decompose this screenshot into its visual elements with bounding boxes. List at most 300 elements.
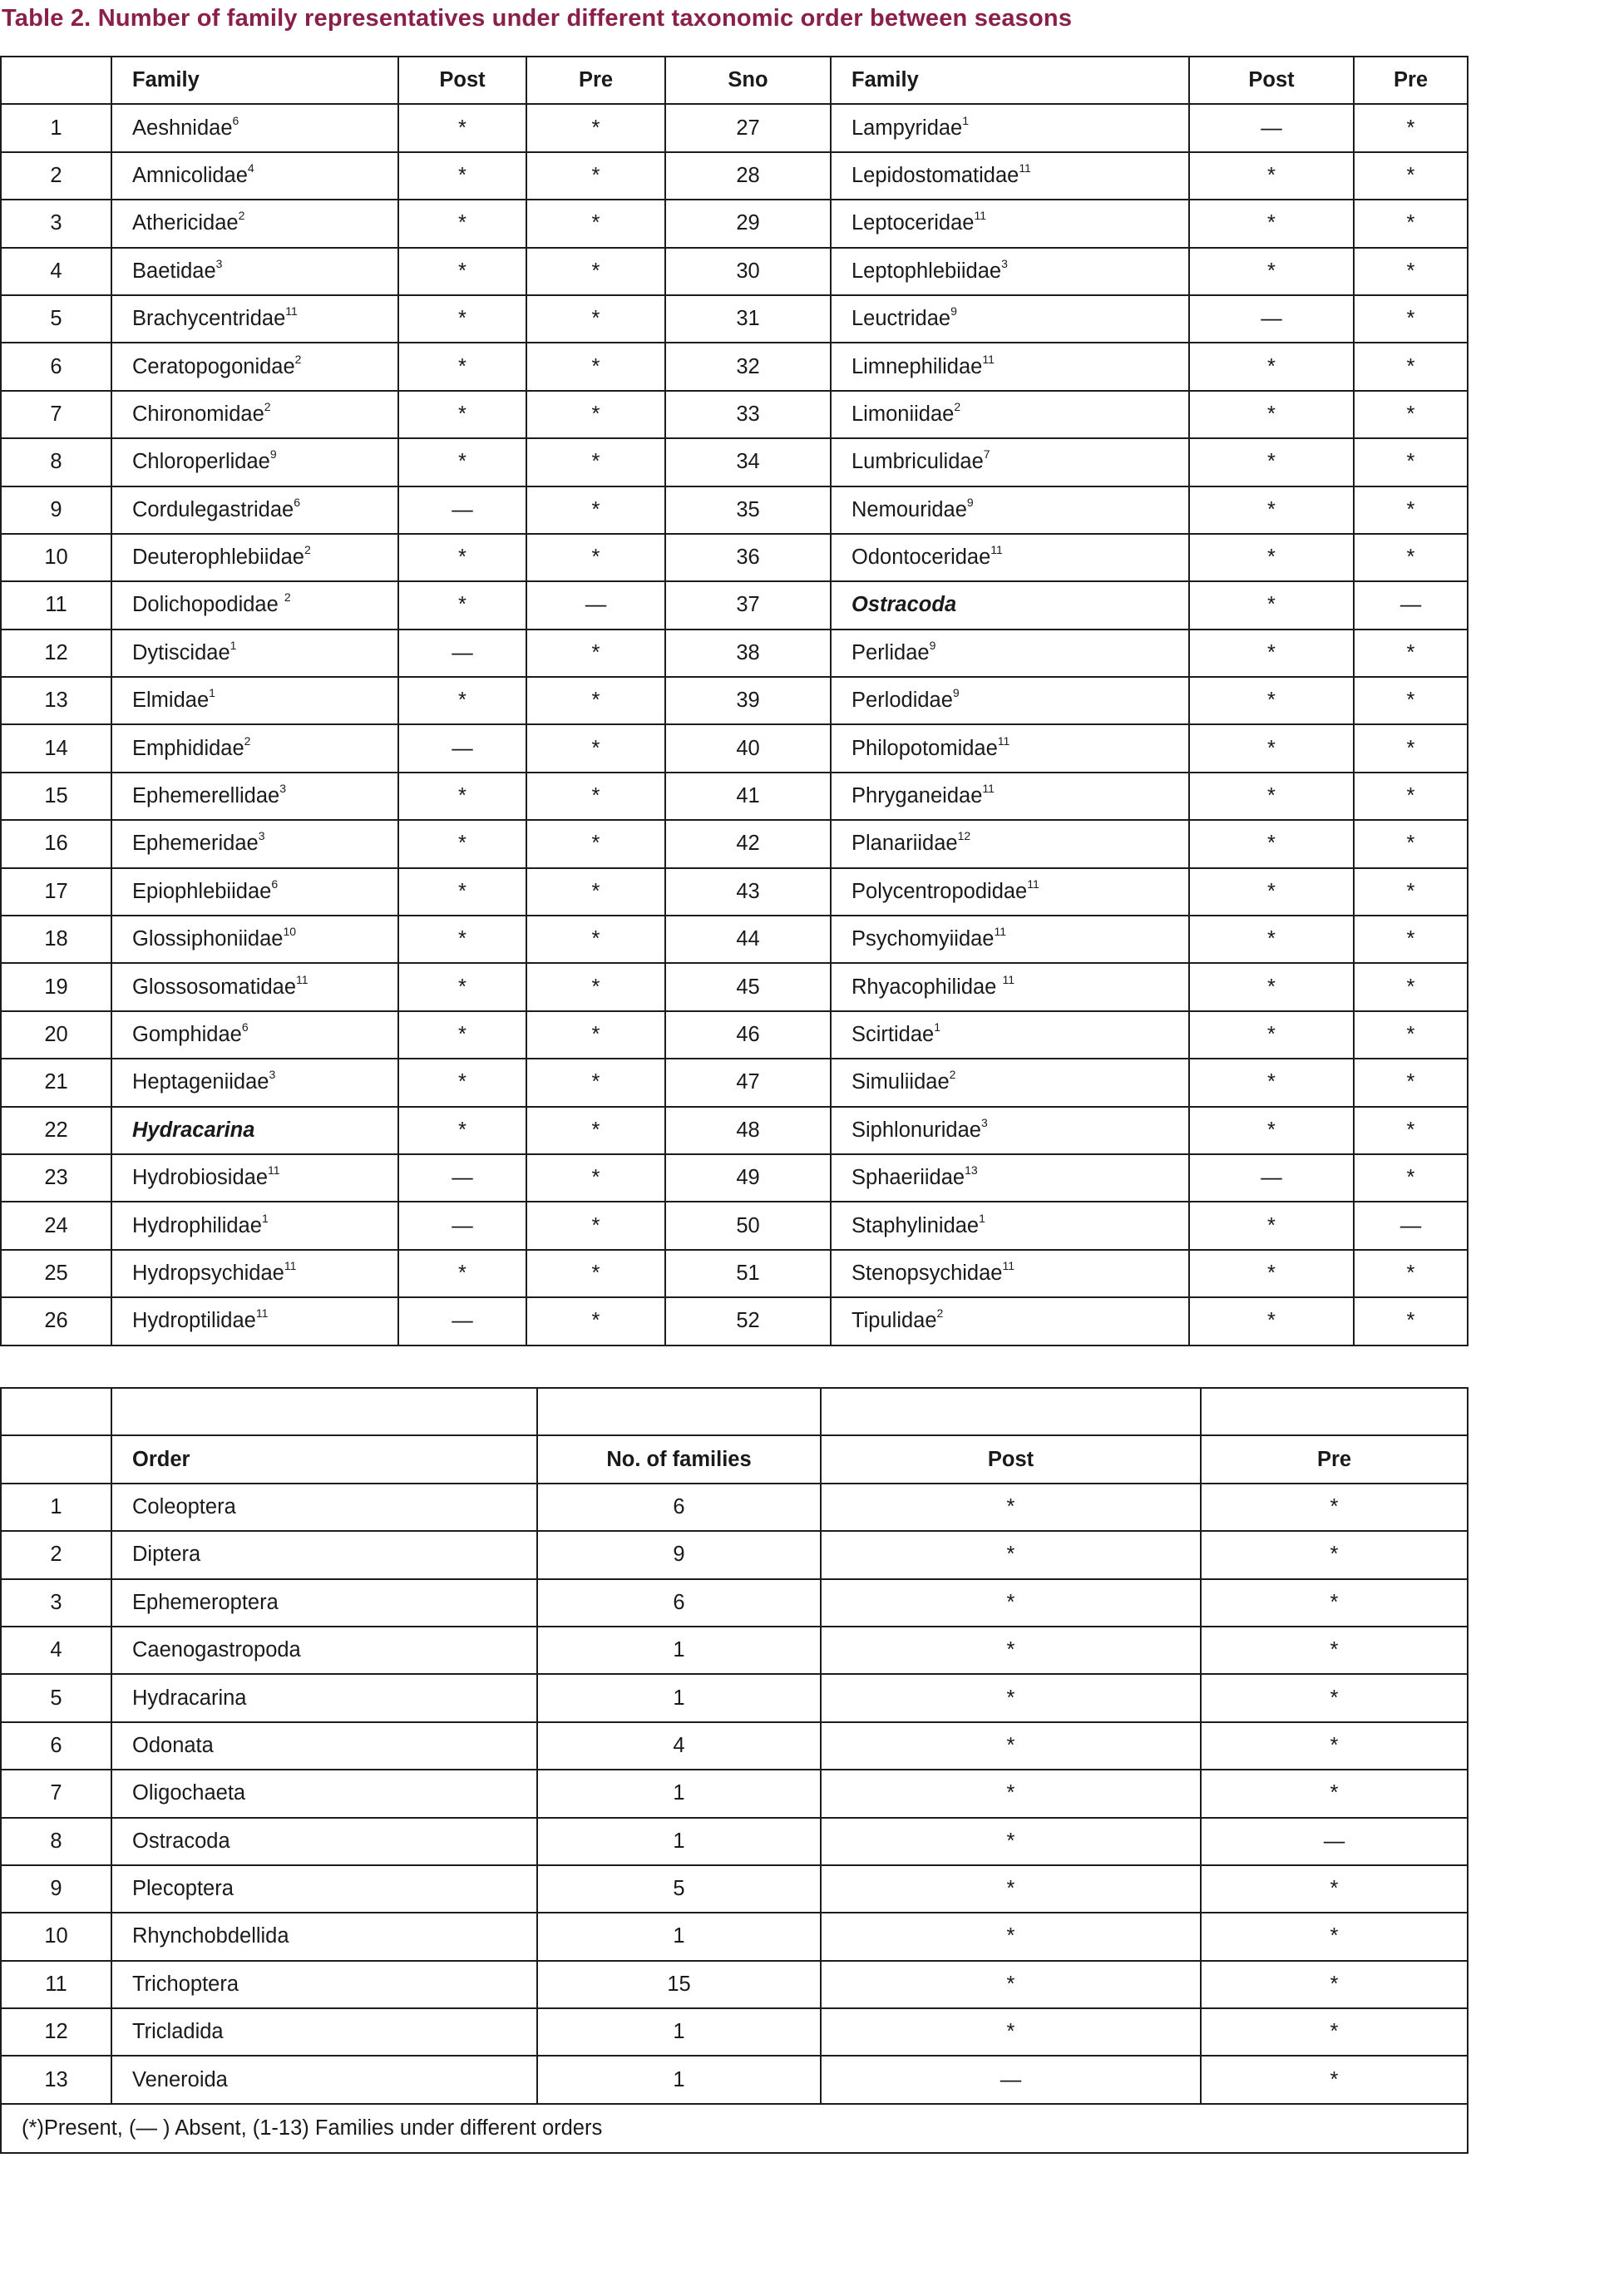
spacer-cell	[1, 1388, 111, 1435]
pre-status-text: *	[1330, 1924, 1339, 1948]
post-status-text: *	[458, 879, 466, 903]
post-status-text: *	[458, 689, 466, 713]
family-name-text: Hydroptilidae	[132, 1309, 256, 1333]
family-name-text: Elmidae	[132, 689, 210, 713]
sno	[665, 486, 831, 534]
pre-status-text: *	[591, 1261, 600, 1285]
order-reference-superscript: 11	[982, 782, 995, 796]
sno	[665, 438, 831, 486]
sno-text: 39	[736, 689, 760, 713]
post-status-text: *	[1267, 975, 1276, 999]
row-number	[1, 916, 111, 963]
sno-text: 29	[736, 211, 760, 235]
pre-status	[1354, 534, 1468, 581]
family-name	[831, 295, 1189, 343]
family-name-text: Gomphidae	[132, 1023, 242, 1046]
table-row	[1, 581, 1468, 629]
sno-text: 27	[736, 116, 760, 140]
row-number-text: 2	[50, 163, 62, 187]
post-status-text: *	[458, 1070, 466, 1094]
table-row	[1, 1674, 1468, 1721]
family-name-text: Athericidae	[132, 211, 239, 235]
family-name-text: Chloroperlidae	[132, 450, 270, 474]
post-status	[398, 200, 526, 247]
post-status-text: *	[458, 1118, 466, 1142]
pre-status-text: *	[1406, 211, 1415, 235]
row-number-text: 5	[50, 1686, 62, 1710]
pre-status-text: *	[591, 307, 600, 331]
family-count-text: 4	[673, 1733, 685, 1757]
table-row	[1, 1770, 1468, 1817]
post-status-text: *	[1267, 1261, 1276, 1285]
sno-text: 31	[736, 307, 760, 331]
row-number-text: 13	[44, 689, 68, 713]
post-status	[398, 677, 526, 724]
family-count-text: 1	[673, 1781, 685, 1805]
post-status-text: *	[1267, 689, 1276, 713]
header-pre-left: Pre	[526, 57, 665, 104]
order-reference-superscript: 9	[952, 686, 960, 700]
pre-status-text: *	[1406, 1023, 1415, 1046]
post-status-text: *	[1267, 640, 1276, 664]
order-reference-superscript: 6	[232, 113, 239, 127]
pre-status-text: *	[591, 689, 600, 713]
table-row	[1, 1154, 1468, 1202]
sno	[665, 1011, 831, 1059]
family-name-text: Polycentropodidae	[851, 879, 1028, 903]
row-number-text: 15	[44, 784, 68, 808]
family-count	[537, 1770, 821, 1817]
table-row	[1, 630, 1468, 677]
pre-status-text: *	[591, 832, 600, 856]
family-name	[831, 1059, 1189, 1106]
pre-status	[526, 104, 665, 151]
pre-status-text: *	[591, 354, 600, 378]
family-name-text: Limnephilidae	[851, 354, 983, 378]
post-status	[1189, 963, 1354, 1010]
header-order-pre: Pre	[1201, 1435, 1468, 1483]
pre-status	[1201, 1818, 1468, 1865]
row-number	[1, 1627, 111, 1674]
order-reference-superscript: 1	[962, 113, 970, 127]
row-number-text: 7	[50, 1781, 62, 1805]
pre-status	[526, 581, 665, 629]
row-number-text: 17	[44, 879, 68, 903]
sno	[665, 630, 831, 677]
post-status	[1189, 677, 1354, 724]
table-row	[1, 1579, 1468, 1627]
row-number	[1, 152, 111, 200]
order-name	[111, 2056, 537, 2103]
post-status-text: *	[1267, 593, 1276, 617]
header-family-count: No. of families	[537, 1435, 821, 1483]
pre-status	[1354, 486, 1468, 534]
family-name	[831, 438, 1189, 486]
family-count-text: 15	[667, 1972, 691, 1996]
row-number	[1, 1059, 111, 1106]
pre-status	[1201, 1674, 1468, 1721]
post-status-text: *	[458, 1261, 466, 1285]
row-number	[1, 1202, 111, 1249]
family-name	[111, 868, 398, 916]
family-name-text: Ostracoda	[851, 593, 957, 617]
row-number	[1, 1579, 111, 1627]
post-status-text: —	[452, 640, 473, 664]
sno-text: 38	[736, 640, 760, 664]
post-status-text: *	[1267, 497, 1276, 521]
sno	[665, 724, 831, 772]
table-row	[1, 104, 1468, 151]
order-name-text: Veneroida	[132, 2067, 228, 2091]
family-name	[831, 1154, 1189, 1202]
family-name-text: Hydrophilidae	[132, 1213, 262, 1237]
family-count	[537, 1484, 821, 1531]
pre-status	[1354, 104, 1468, 151]
row-number-text: 3	[50, 1590, 62, 1614]
row-number	[1, 486, 111, 534]
pre-status	[526, 248, 665, 295]
family-count-text: 1	[673, 2067, 685, 2091]
pre-status-text: *	[1406, 354, 1415, 378]
post-status-text: *	[458, 450, 466, 474]
pre-status-text: *	[1330, 1686, 1339, 1710]
footnote-row	[1, 2104, 1468, 2153]
post-status	[398, 438, 526, 486]
post-status-text: *	[1267, 546, 1276, 570]
pre-status	[526, 677, 665, 724]
row-number	[1, 2056, 111, 2103]
order-reference-superscript: 9	[929, 638, 936, 652]
post-status	[398, 248, 526, 295]
sno	[665, 1154, 831, 1202]
order-reference-superscript: 11	[990, 543, 1003, 557]
order-name-text: Tricladida	[132, 2020, 224, 2044]
post-status-text: *	[458, 975, 466, 999]
order-reference-superscript: 1	[934, 1020, 941, 1034]
pre-status-text: *	[1406, 689, 1415, 713]
pre-status	[1201, 1531, 1468, 1578]
order-reference-superscript: 11	[1002, 972, 1014, 986]
table-row	[1, 343, 1468, 390]
row-number	[1, 534, 111, 581]
pre-status	[1354, 438, 1468, 486]
order-name-text: Hydracarina	[132, 1686, 247, 1710]
pre-status	[526, 630, 665, 677]
spacer-cell	[821, 1388, 1201, 1435]
pre-status-text: *	[591, 259, 600, 283]
order-reference-superscript: 11	[285, 304, 298, 318]
row-number	[1, 104, 111, 151]
header-sno: Sno	[665, 57, 831, 104]
row-number-text: 3	[50, 211, 62, 235]
pre-status-text: *	[591, 1118, 600, 1142]
family-name-text: Rhyacophilidae	[851, 975, 1003, 999]
post-status	[398, 1297, 526, 1345]
sno-text: 35	[736, 497, 760, 521]
pre-status-text: *	[591, 1213, 600, 1237]
sno	[665, 104, 831, 151]
pre-status-text: *	[591, 1166, 600, 1190]
pre-status	[526, 820, 665, 867]
row-number-text: 14	[44, 736, 68, 760]
sno	[665, 152, 831, 200]
family-count	[537, 1913, 821, 1960]
family-count	[537, 2056, 821, 2103]
post-status-text: —	[1261, 116, 1282, 140]
pre-status-text: —	[1323, 1829, 1345, 1853]
family-name	[111, 295, 398, 343]
pre-status	[526, 1154, 665, 1202]
pre-status-text: *	[1330, 1543, 1339, 1567]
row-number	[1, 1250, 111, 1297]
post-status	[398, 1107, 526, 1154]
row-number	[1, 1107, 111, 1154]
pre-status-text: *	[1330, 1781, 1339, 1805]
post-status-text: *	[1267, 1309, 1276, 1333]
post-status-text: *	[458, 116, 466, 140]
post-status	[1189, 438, 1354, 486]
row-number	[1, 581, 111, 629]
post-status-text: *	[1006, 1686, 1015, 1710]
post-status	[1189, 630, 1354, 677]
post-status-text: *	[1006, 1877, 1015, 1901]
family-name-text: Ephemerellidae	[132, 784, 280, 808]
row-number-text: 5	[50, 307, 62, 331]
row-number-text: 24	[44, 1213, 68, 1237]
sno	[665, 916, 831, 963]
order-name-text: Coleoptera	[132, 1494, 236, 1518]
row-number	[1, 438, 111, 486]
pre-status	[526, 1011, 665, 1059]
family-count	[537, 1818, 821, 1865]
table-row	[1, 1627, 1468, 1674]
post-status-text: *	[1006, 1781, 1015, 1805]
family-count	[537, 1865, 821, 1913]
row-number-text: 23	[44, 1166, 68, 1190]
post-status	[1189, 391, 1354, 438]
table-row	[1, 1059, 1468, 1106]
family-name-text: Glossosomatidae	[132, 975, 297, 999]
post-status	[1189, 104, 1354, 151]
order-reference-superscript: 1	[230, 638, 237, 652]
sno	[665, 391, 831, 438]
family-name-text: Hydrobiosidae	[132, 1166, 269, 1190]
spacer-cell	[537, 1388, 821, 1435]
table-row	[1, 152, 1468, 200]
pre-status	[526, 724, 665, 772]
post-status	[821, 1818, 1201, 1865]
table-row	[1, 2056, 1468, 2103]
family-count-text: 1	[673, 1686, 685, 1710]
family-name-text: Limoniidae	[851, 402, 955, 426]
row-number	[1, 2008, 111, 2056]
header-family-left: Family	[111, 57, 398, 104]
sno-text: 48	[736, 1118, 760, 1142]
sno	[665, 1107, 831, 1154]
pre-status-text: *	[1406, 736, 1415, 760]
sno	[665, 534, 831, 581]
row-number-text: 10	[44, 546, 68, 570]
sno-text: 42	[736, 832, 760, 856]
row-number-text: 20	[44, 1023, 68, 1046]
row-number-text: 16	[44, 832, 68, 856]
family-count	[537, 1722, 821, 1770]
family-name-text: Lampyridae	[851, 116, 963, 140]
order-name	[111, 1961, 537, 2008]
family-name-text: Phryganeidae	[851, 784, 983, 808]
family-name	[111, 534, 398, 581]
post-status	[1189, 820, 1354, 867]
family-count-text: 6	[673, 1494, 685, 1518]
pre-status	[1354, 1202, 1468, 1249]
family-name	[111, 343, 398, 390]
header-family-right: Family	[831, 57, 1189, 104]
post-status	[1189, 581, 1354, 629]
family-name	[111, 152, 398, 200]
table-row	[1, 963, 1468, 1010]
row-number-text: 19	[44, 975, 68, 999]
post-status-text: *	[1006, 1590, 1015, 1614]
pre-status	[526, 200, 665, 247]
pre-status	[1201, 2056, 1468, 2103]
post-status	[1189, 200, 1354, 247]
post-status-text: *	[1267, 927, 1276, 951]
family-name-text: Baetidae	[132, 259, 216, 283]
family-name-text: Heptageniidae	[132, 1070, 269, 1094]
table-row	[1, 773, 1468, 820]
spacer-cell	[111, 1388, 537, 1435]
order-name-text: Rhynchobdellida	[132, 1924, 289, 1948]
order-reference-superscript: 3	[258, 829, 265, 843]
family-name	[111, 1107, 398, 1154]
pre-status-text: *	[1406, 1070, 1415, 1094]
post-status	[1189, 295, 1354, 343]
post-status-text: *	[1267, 211, 1276, 235]
sno-text: 37	[736, 593, 760, 617]
pre-status	[526, 1250, 665, 1297]
pre-status	[1354, 724, 1468, 772]
sno	[665, 820, 831, 867]
order-table	[0, 1387, 1469, 2154]
row-number-text: 11	[45, 593, 67, 617]
row-number	[1, 1531, 111, 1578]
pre-status-text: *	[1406, 497, 1415, 521]
family-name-text: Aeshnidae	[132, 116, 233, 140]
post-status	[398, 1250, 526, 1297]
post-status-text: *	[1006, 1972, 1015, 1996]
row-number-text: 1	[50, 116, 62, 140]
table-caption: Table 2. Number of family representatives under different taxonomic order between seasons	[2, 5, 1073, 32]
pre-status	[526, 773, 665, 820]
header-order: Order	[111, 1435, 537, 1483]
pre-status	[1354, 677, 1468, 724]
row-number-text: 8	[50, 1829, 62, 1853]
footnote: (*)Present, (— ) Absent, (1-13) Families under different orders	[1, 2104, 1468, 2153]
pre-status	[526, 916, 665, 963]
family-name-text: Glossiphoniidae	[132, 927, 284, 951]
pre-status	[1354, 1059, 1468, 1106]
family-name-text: Odontoceridae	[851, 546, 991, 570]
family-count	[537, 1961, 821, 2008]
sno-text: 36	[736, 546, 760, 570]
pre-status-text: *	[1330, 1877, 1339, 1901]
family-name-text: Psychomyiidae	[851, 927, 995, 951]
family-name	[831, 343, 1189, 390]
post-status-text: *	[458, 1023, 466, 1046]
order-reference-superscript: 6	[271, 876, 279, 891]
post-status-text: *	[1006, 1543, 1015, 1567]
table-row	[1, 1722, 1468, 1770]
post-status	[821, 2008, 1201, 2056]
pre-status	[1201, 1770, 1468, 1817]
family-name	[831, 581, 1189, 629]
family-name-text: Epiophlebiidae	[132, 879, 272, 903]
post-status	[398, 581, 526, 629]
pre-status-text: *	[1330, 1972, 1339, 1996]
table-row	[1, 916, 1468, 963]
pre-status-text: *	[591, 1023, 600, 1046]
order-name	[111, 1913, 537, 1960]
row-number-text: 4	[50, 259, 62, 283]
family-name	[831, 963, 1189, 1010]
table-row	[1, 724, 1468, 772]
pre-status	[1354, 1250, 1468, 1297]
post-status	[398, 820, 526, 867]
sno	[665, 295, 831, 343]
family-name	[831, 630, 1189, 677]
pre-status-text: *	[1406, 546, 1415, 570]
order-name-text: Ephemeroptera	[132, 1590, 279, 1614]
row-number-text: 22	[44, 1118, 68, 1142]
family-name-text: Dytiscidae	[132, 640, 230, 664]
table-row	[1, 391, 1468, 438]
post-status	[398, 773, 526, 820]
family-count-text: 1	[673, 1924, 685, 1948]
order-reference-superscript: 2	[304, 543, 311, 557]
post-status	[398, 724, 526, 772]
row-number	[1, 200, 111, 247]
pre-status-text: *	[591, 927, 600, 951]
order-reference-superscript: 10	[283, 925, 297, 939]
pre-status	[1354, 152, 1468, 200]
post-status-text: *	[1267, 1023, 1276, 1046]
post-status-text: *	[458, 402, 466, 426]
pre-status	[1354, 820, 1468, 867]
header-order-post: Post	[821, 1435, 1201, 1483]
sno-text: 44	[736, 927, 760, 951]
order-reference-superscript: 3	[279, 782, 286, 796]
sno	[665, 677, 831, 724]
order-reference-superscript: 2	[949, 1068, 956, 1082]
pre-status	[1354, 391, 1468, 438]
family-name	[111, 773, 398, 820]
post-status	[1189, 1059, 1354, 1106]
family-name	[831, 916, 1189, 963]
row-number	[1, 1770, 111, 1817]
family-name-text: Amnicolidae	[132, 163, 248, 187]
post-status-text: *	[1006, 1829, 1015, 1853]
family-count-text: 1	[673, 2020, 685, 2044]
family-name	[831, 486, 1189, 534]
family-name	[111, 916, 398, 963]
post-status-text: *	[1267, 1213, 1276, 1237]
post-status-text: *	[1006, 1924, 1015, 1948]
pre-status	[1201, 1722, 1468, 1770]
family-count-text: 1	[673, 1638, 685, 1662]
order-name	[111, 1674, 537, 1721]
post-status-text: *	[1006, 1638, 1015, 1662]
pre-status-text: *	[1406, 784, 1415, 808]
